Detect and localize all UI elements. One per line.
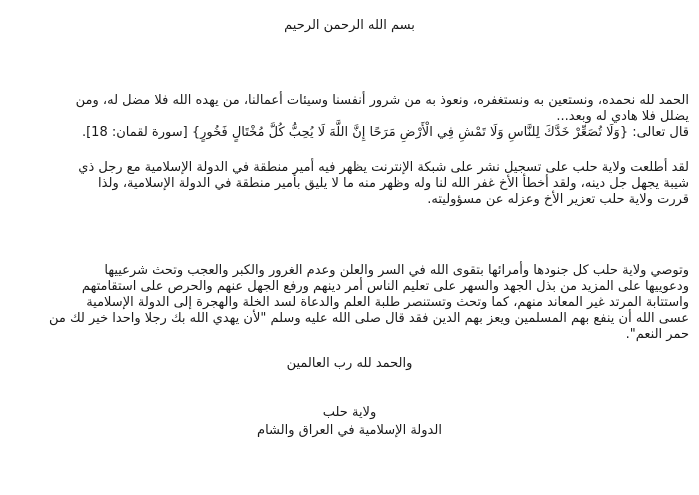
verse-line: قال تعالى: {وَلَا تُصَعِّرْ خَدَّكَ لِلنَّاسِ وَلَا تَمْشِ فِي الْأَرْضِ مَرَحًا إِنَّ اللَّهَ لَا يُحِبُّ كُلَّ مُخْتَالٍ فَخُورٍ} [سورة لقمان: 18]. (81, 125, 689, 140)
advice-paragraph (13, 263, 689, 343)
closing-line: والحمد لله رب العالمين (286, 356, 413, 371)
paragraph-line: ودعوييها على المزيد من بذل الجهد والسهر على تعليم الناس أمر دينهم ورفع الجهل عنهم والحرص على استقامتهم (81, 279, 689, 294)
signature-organization: الدولة الإسلامية في العراق والشام (257, 423, 442, 438)
announcement-paragraph (13, 160, 689, 208)
paragraph-line: شيبة يجهل جل دينه، ولقد أخطأ الأخ غفر الله لنا وله وظهر منه ما لا يليق بأمير منطقة في الدولة الإسلامية، ولذا (98, 176, 689, 191)
basmala-heading: بسم الله الرحمن الرحيم (284, 18, 415, 33)
quran-verse (13, 125, 689, 141)
paragraph-line: واستتابة المرتد غير المعاند منهم، كما وتحث وتستنصر طلبة العلم والدعاة لسد الخلة والهجرة إلى الدولة الإسلامية (86, 295, 689, 310)
signature-province: ولاية حلب (322, 405, 377, 420)
paragraph-line: عسى الله أن ينفع بهم المسلمين ويعز بهم الدين فقد قال صلى الله عليه وسلم "لأن يهدي الله بك رجلا واحدا خير لك من (48, 311, 689, 326)
paragraph-line: لقد أطلعت ولاية حلب على تسجيل نشر على شبكة الإنترنت يظهر فيه أمير منطقة في الدولة الإسلامية مع رجل ذي (78, 160, 689, 175)
paragraph-line: وتوصي ولاية حلب كل جنودها وأمرائها بتقوى الله في السر والعلن وعدم الغرور والكبر والعجب وتحث شرعييها (104, 263, 689, 278)
intro-line: الحمد لله نحمده، ونستعين به ونستغفره، ونعوذ به من شرور أنفسنا وسيئات أعمالنا، من يهده الله فلا مضل له، ومن (75, 93, 689, 108)
paragraph-line: حمر النعم". (625, 327, 689, 342)
intro-line: يضلل فلا هادي له وبعد... (556, 109, 689, 124)
intro-paragraph (13, 93, 689, 125)
paragraph-line: قررت ولاية حلب تعزير الأخ وعزله عن مسؤوليته. (427, 192, 689, 207)
